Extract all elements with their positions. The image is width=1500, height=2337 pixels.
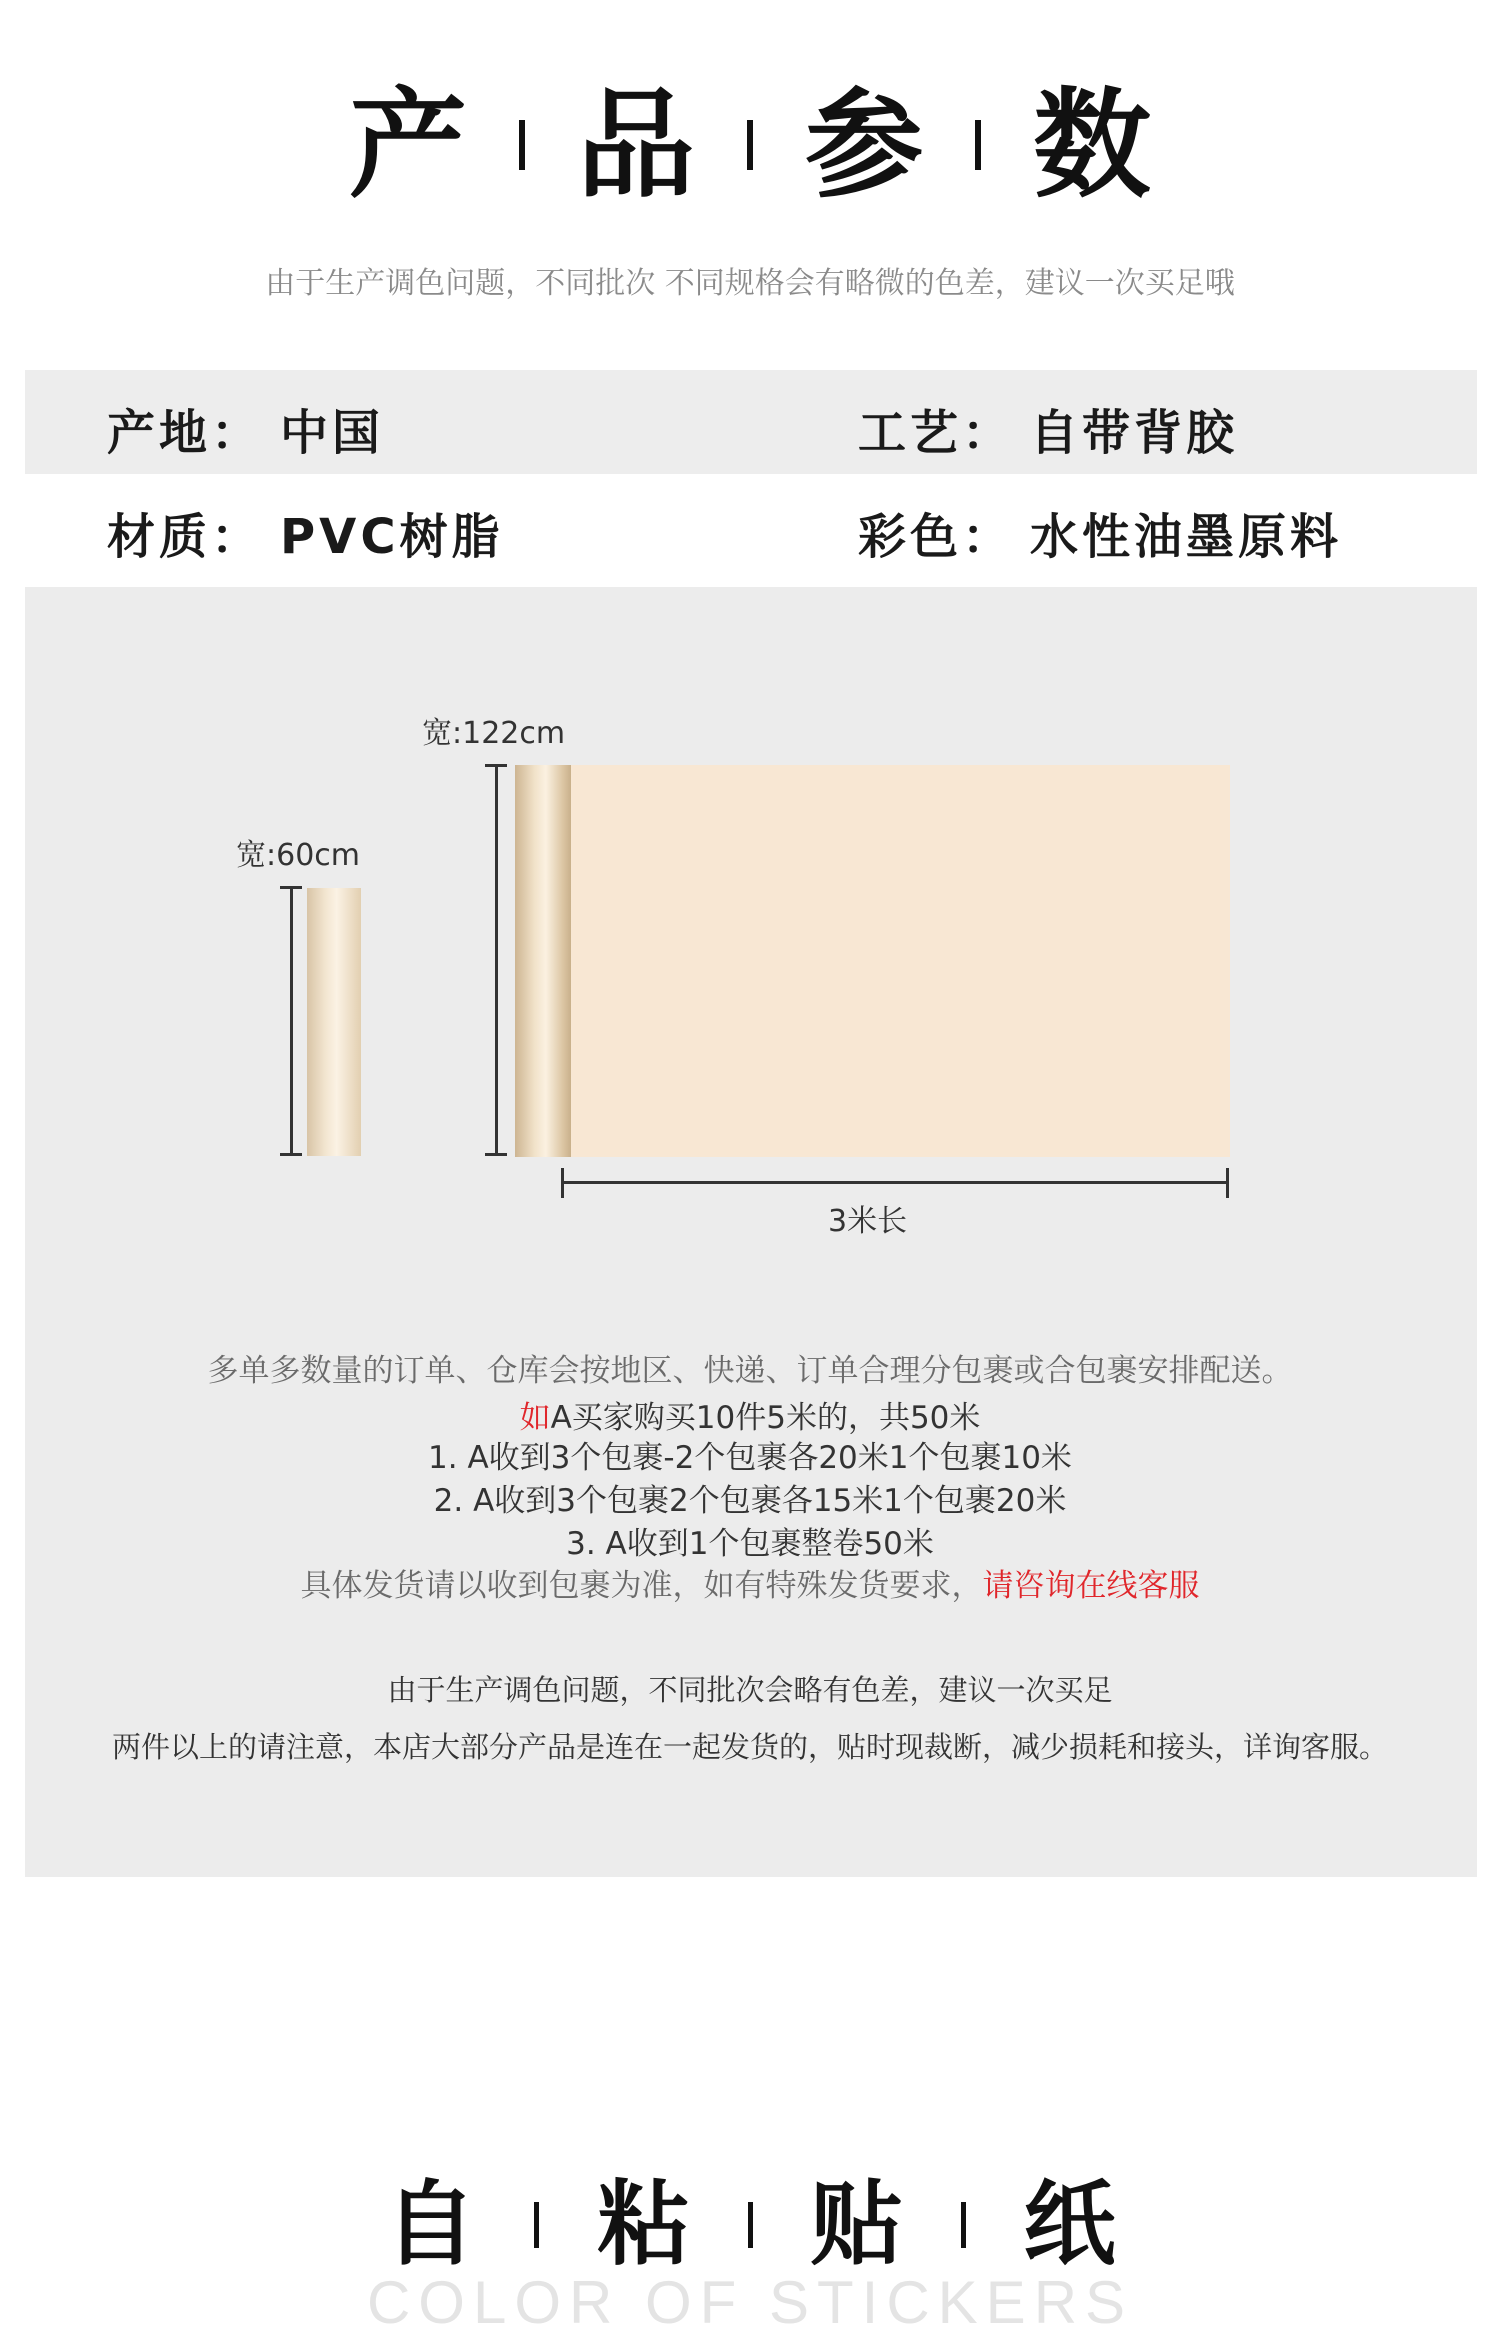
customer-service-link[interactable]: 请咨询在线客服 <box>982 1568 1200 1604</box>
title-char: 参 <box>805 76 924 214</box>
spec-label-process: 工艺： <box>858 405 1015 461</box>
section-title-char: 纸 <box>1023 2171 1116 2278</box>
section-title <box>0 2170 1500 2280</box>
shipping-line-5: 3. A收到1个包裹整卷50米 <box>566 1526 934 1562</box>
title-divider <box>975 120 981 170</box>
small-roll <box>307 888 361 1156</box>
big-roll <box>515 765 571 1157</box>
small-height-tick-bottom <box>280 1153 302 1156</box>
shipping-line-2 <box>0 1392 1500 1437</box>
shipping-line-6-main: 具体发货请以收到包裹为准，如有特殊发货要求， <box>300 1568 983 1604</box>
section-title-divider <box>748 2202 753 2248</box>
length-tick-right <box>1226 1168 1229 1198</box>
title-divider <box>747 120 753 170</box>
spec-row <box>25 370 1477 474</box>
unrolled-sheet <box>560 765 1230 1157</box>
spec-value-color: 水性油墨原料 <box>1030 509 1343 565</box>
title-char: 品 <box>576 76 695 214</box>
big-height-line <box>495 765 498 1155</box>
length-tick-left <box>561 1168 564 1198</box>
color-note-2: 两件以上的请注意，本店大部分产品是连在一起发货的，贴时现裁断，减少损耗和接头，详询客服。 <box>111 1730 1388 1764</box>
small-height-tick-top <box>280 886 302 889</box>
section-english-title: COLOR OF STICKERS <box>366 2269 1134 2336</box>
page-title <box>0 75 1500 215</box>
color-note-1: 由于生产调色问题，不同批次会略有色差，建议一次买足 <box>387 1673 1113 1707</box>
shipping-line-2-rest: A买家购买10件5米的，共50米 <box>550 1400 981 1436</box>
spec-value-material: PVC树脂 <box>280 509 504 565</box>
title-subtitle: 由于生产调色问题，不同批次 不同规格会有略微的色差，建议一次买足哦 <box>265 266 1235 301</box>
shipping-line-6 <box>0 1560 1500 1605</box>
section-title-char: 粘 <box>597 2171 690 2278</box>
spec-label-material: 材质： <box>107 509 264 565</box>
spec-label-origin: 产地： <box>107 405 264 461</box>
title-char: 数 <box>1033 76 1152 214</box>
shipping-line-2-prefix: 如 <box>519 1400 551 1436</box>
section-title-char: 自 <box>384 2171 477 2278</box>
length-line <box>562 1181 1228 1184</box>
shipping-line-3: 1. A收到3个包裹-2个包裹各20米1个包裹10米 <box>428 1440 1072 1476</box>
small-height-line <box>290 887 293 1155</box>
small-width-label: 宽:60cm <box>236 838 360 873</box>
spec-label-color: 彩色： <box>858 509 1015 565</box>
length-label: 3米长 <box>828 1204 908 1239</box>
title-char: 产 <box>348 76 467 214</box>
section-title-divider <box>961 2202 966 2248</box>
section-title-char: 贴 <box>810 2171 903 2278</box>
big-height-tick-top <box>485 764 507 767</box>
spec-row <box>25 474 1477 578</box>
shipping-line-4: 2. A收到3个包裹2个包裹各15米1个包裹20米 <box>433 1483 1067 1519</box>
section-title-divider <box>534 2202 539 2248</box>
big-height-tick-bottom <box>485 1153 507 1156</box>
shipping-line-1: 多单多数量的订单、仓库会按地区、快递、订单合理分包裹或合包裹安排配送。 <box>207 1353 1293 1389</box>
spec-value-origin: 中国 <box>280 405 385 461</box>
big-width-label: 宽:122cm <box>422 716 566 751</box>
spec-value-process: 自带背胶 <box>1030 405 1239 461</box>
title-divider <box>519 120 525 170</box>
